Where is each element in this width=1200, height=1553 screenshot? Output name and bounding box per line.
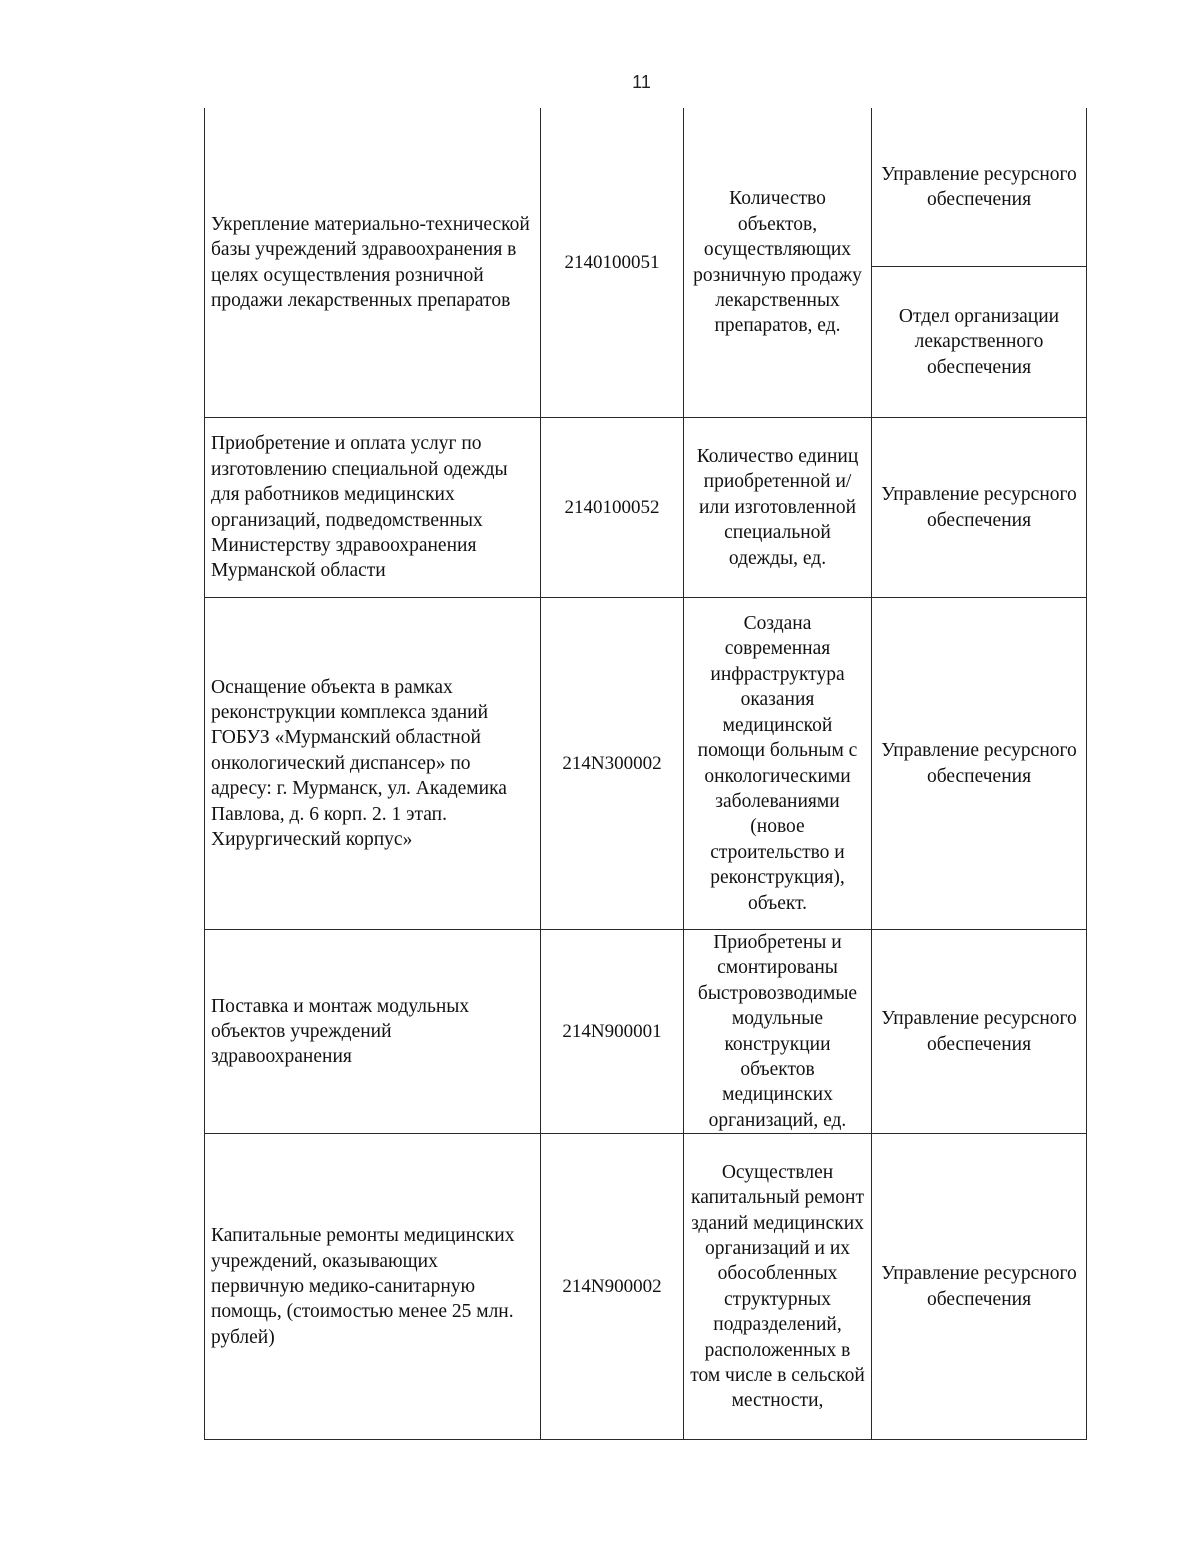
department-name: Управление ресурсного обеспечения [881, 740, 1077, 787]
indicator-text: Количество объектов, осуществляющих розничную продажу лекарственных препаратов, ед. [693, 188, 862, 337]
activity-name: Приобретение и оплата услуг по изготовлению специальной одежды для работников медицинских организаций, подведомственных Министерству здравоохранения Мурманской области [211, 433, 508, 582]
department-cell [872, 108, 1087, 267]
indicator-text: Создана современная инфраструктура оказания медицинской помощи больным с онкологическими заболеваниями (новое строительство и реконструкция), объект. [697, 613, 858, 914]
indicator-cell [684, 108, 872, 418]
activity-code-cell [541, 598, 684, 930]
table-row [205, 930, 1087, 1134]
department-cell [872, 267, 1087, 418]
activity-code: 214N900001 [562, 1020, 662, 1042]
indicator-cell [684, 1134, 872, 1440]
activity-code-cell [541, 930, 684, 1134]
department-cell [872, 930, 1087, 1134]
table-row [205, 1134, 1087, 1440]
indicator-cell [684, 418, 872, 598]
activity-code: 214N300002 [562, 752, 662, 774]
indicator-cell [684, 930, 872, 1134]
activity-name: Оснащение объекта в рамках реконструкции комплекса зданий ГОБУЗ «Мурманский областной онкологический диспансер» по адресу: г. Мурманск, ул. Академика Павлова, д. 6 корп. 2. 1 этап. Хирургический корпус» [211, 676, 507, 851]
indicator-cell [684, 598, 872, 930]
activities-table [204, 108, 1087, 1440]
activity-name-cell [205, 1134, 541, 1440]
activity-name-cell [205, 108, 541, 418]
department-name: Управление ресурсного обеспечения [881, 163, 1077, 210]
department-cell [872, 598, 1087, 930]
activity-name: Укрепление материально-технической базы учреждений здравоохранения в целях осуществления розничной продажи лекарственных препаратов [211, 213, 530, 311]
table-row [205, 598, 1087, 930]
activity-code-cell [541, 1134, 684, 1440]
department-name: Управление ресурсного обеспечения [881, 1008, 1077, 1055]
activity-code: 2140100052 [564, 496, 660, 518]
department-name: Управление ресурсного обеспечения [881, 1263, 1077, 1310]
indicator-text: Осуществлен капитальный ремонт зданий медицинских организаций и их обособленных структурных подразделений, расположенных в том числе в сельской местности, [690, 1161, 865, 1412]
department-name: Отдел организации лекарственного обеспечения [898, 305, 1060, 378]
activity-name-cell [205, 418, 541, 598]
activity-code: 214N900002 [562, 1276, 662, 1298]
indicator-text: Приобретены и смонтированы быстровозводимые модульные конструкции объектов медицинских организаций, ед. [697, 932, 858, 1131]
department-name: Управление ресурсного обеспечения [881, 484, 1077, 531]
activity-name: Капитальные ремонты медицинских учреждений, оказывающих первичную медико-санитарную помощь, (стоимостью менее 25 млн. рублей) [211, 1225, 515, 1348]
activity-name-cell [205, 930, 541, 1134]
activity-name-cell [205, 598, 541, 930]
indicator-text: Количество единиц приобретенной и/или изготовленной специальной одежды, ед. [696, 445, 859, 569]
page-number: 11 [632, 72, 651, 92]
activity-code-cell [541, 418, 684, 598]
department-cell [872, 418, 1087, 598]
activity-name: Поставка и монтаж модульных объектов учреждений здравоохранения [211, 995, 470, 1068]
table-row [205, 418, 1087, 598]
department-cell [872, 1134, 1087, 1440]
table-row [205, 108, 1087, 267]
activity-code-cell [541, 108, 684, 418]
activity-code: 2140100051 [564, 251, 660, 273]
